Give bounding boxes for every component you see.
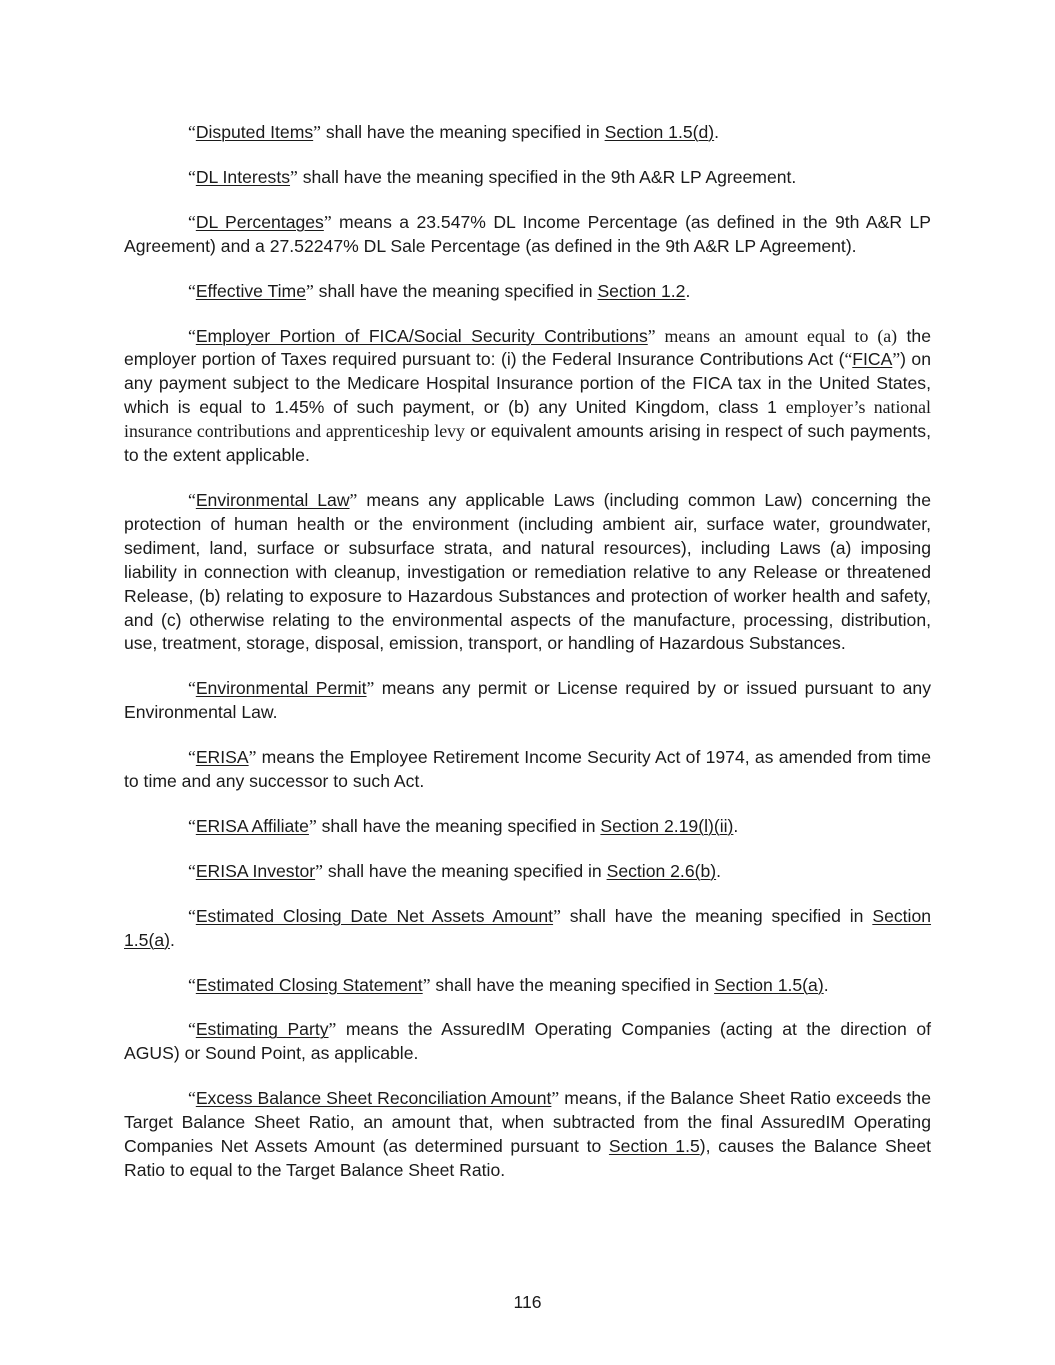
definition-estimated-closing-statement: “Estimated Closing Statement” shall have the meaning specified in Section 1.5(a). [188,974,829,995]
defined-term: ERISA Investor [195,860,316,881]
defined-term: ERISA Affiliate [195,815,309,836]
definition-estimated-closing-date-net-assets-amount: “Estimated Closing Date Net Assets Amount” shall have the meaning specified in Section 1.5(a). [124,905,932,950]
defined-term: Estimated Closing Statement [195,974,423,995]
defined-term: ERISA [195,747,249,768]
section-reference: Section 1.2 [597,280,686,301]
definition-erisa: “ERISA” means the Employee Retirement Income Security Act of 1974, as amended from time to time and any successor to such Act. [124,747,931,792]
definition-erisa-affiliate: “ERISA Affiliate” shall have the meaning specified in Section 2.19(l)(ii). [188,815,739,836]
section-reference: Section 1.5(a) [714,974,824,995]
definition-disputed-items: “Disputed Items” shall have the meaning specified in Section 1.5(d). [188,122,720,142]
defined-term: Environmental Permit [195,678,367,699]
definition-employer-portion-fica: “Employer Portion of FICA/Social Security Contributions” means an amount equal to (a) the employer portion of Taxes required pursuant to: (i) the Federal Insurance Contributions Act (“FICA”) on any payment subject to the Medicare Hospital Insurance portion of the FICA tax in the United States, which is equal to 1.45% of such payment, or (b) any United Kingdom, class 1 employer’s national insurance contributions and apprenticeship levy or equivalent amounts arising in respect of such payments, to the extent applicable. [124,325,931,466]
section-reference: Section 1.5(a) [124,905,932,950]
definition-environmental-permit: “Environmental Permit” means any permit or License required by or issued pursuant to any Environmental Law. [124,678,932,723]
defined-term: Environmental Law [195,489,350,510]
defined-term: Excess Balance Sheet Reconciliation Amount [195,1088,552,1109]
definition-excess-balance-sheet-reconciliation-amount: “Excess Balance Sheet Reconciliation Amount” means, if the Balance Sheet Ratio exceeds the Target Balance Sheet Ratio, an amount that, when subtracted from the final AssuredIM Operating Companies Net Assets Amount (as determined pursuant to Section 1.5), causes the Balance Sheet Ratio to equal to the Target Balance Sheet Ratio. [124,1088,931,1180]
section-reference: Section 2.19(l)(ii) [600,815,734,836]
defined-term: Estimating Party [195,1019,329,1040]
document-page [124,121,931,1204]
definition-dl-interests: “DL Interests” shall have the meaning specified in the 9th A&R LP Agreement. [188,166,797,187]
defined-term: Effective Time [195,280,306,301]
defined-term: Estimated Closing Date Net Assets Amount [195,905,554,926]
definition-estimating-party: “Estimating Party” means the AssuredIM Operating Companies (acting at the direction of AGUS) or Sound Point, as applicable. [124,1019,931,1064]
definition-dl-percentages: “DL Percentages” means a 23.547% DL Income Percentage (as defined in the 9th A&R LP Agreement) and a 27.52247% DL Sale Percentage (as defined in the 9th A&R LP Agreement). [124,211,931,256]
defined-term-fica: FICA [852,349,893,370]
defined-term: DL Percentages [195,211,324,232]
definition-erisa-investor: “ERISA Investor” shall have the meaning specified in Section 2.6(b). [188,860,722,881]
definition-environmental-law: “Environmental Law” means any applicable Laws (including common Law) concerning the protection of human health or the environment (including ambient air, surface water, groundwater, sediment, land, surface or subsurface strata, and natural resources), including Laws (a) imposing liability in connection with cleanup, investigation or remediation relative to any Release or threatened Release, (b) relating to exposure to Hazardous Substances and protection of worker health and safety, and (c) otherwise relating to the environmental aspects of the manufacture, processing, distribution, use, treatment, storage, disposal, emission, transport, or handling of Hazardous Substances. [124,489,932,654]
defined-term: Disputed Items [195,122,314,142]
section-reference: Section 1.5 [608,1136,700,1157]
section-reference: Section 1.5(d) [604,122,715,142]
section-reference: Section 2.6(b) [606,860,717,881]
definition-effective-time: “Effective Time” shall have the meaning specified in Section 1.2. [188,280,691,301]
page-number: 116 [513,1292,542,1312]
defined-term: DL Interests [195,166,291,187]
defined-term: Employer Portion of FICA/Social Security Contributions [195,325,648,346]
